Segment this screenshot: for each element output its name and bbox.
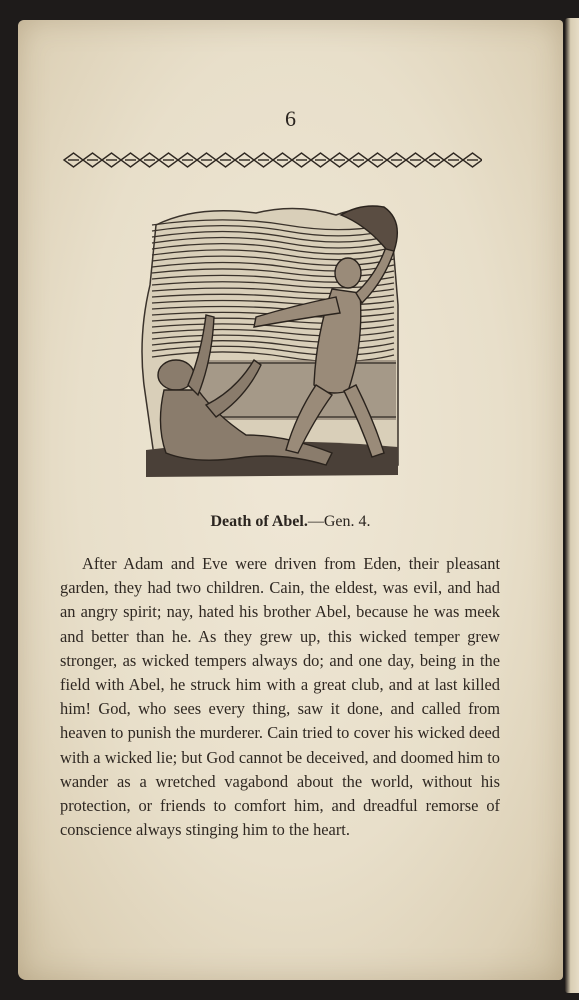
woodcut-cain-and-abel-illustration-icon [136, 185, 406, 487]
ornamental-divider-icon [60, 150, 482, 170]
next-page-edge [565, 18, 579, 993]
body-paragraph: After Adam and Eve were driven from Eden, their pleasant garden, they had two children. Cain, the eldest, was evil, and had an angry spirit; nay, hated his brother Abel, because he was meek and better than he. As they grew up, this wicked temper grew stronger, as wicked tempers always do; and one day, being in the field with Abel, he struck him with a great club, and at last killed him! God, who sees every thing, saw it done, and called from heaven to punish the murderer. Cain tried to cover his wicked deed with a wicked lie; but God cannot be deceived, and doomed him to wander as a wretched vagabond about the world, without his protection, or friends to comfort him, and dreadful remorse of conscience always stinging him to the heart. [60, 554, 500, 840]
caption-title: Death of Abel. [210, 513, 308, 530]
book-page [18, 20, 563, 980]
page-number: 6 [285, 106, 296, 131]
caption-reference: —Gen. 4. [307, 513, 371, 530]
illustration-caption [18, 513, 563, 531]
